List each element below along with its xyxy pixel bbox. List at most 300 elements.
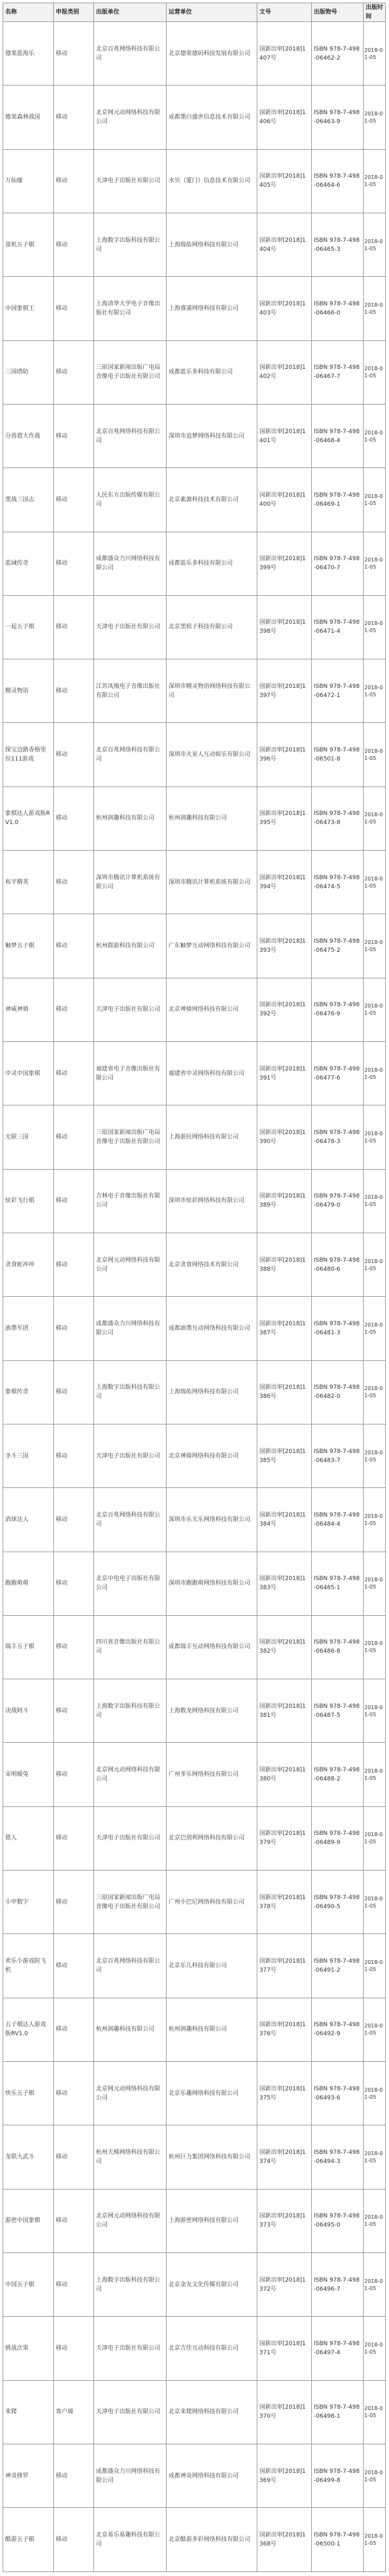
cell-category: 移动 (54, 1488, 94, 1552)
cell-isbn: ISBN 978-7-498-06481-3 (312, 1297, 364, 1360)
cell-name: 猎人 (3, 1806, 54, 1870)
cell-doc-no: 国新出审[2018]1386号 (257, 1360, 312, 1424)
cell-isbn: ISBN 978-7-498-06485-1 (312, 1552, 364, 1615)
cell-name: 来爬 (3, 2380, 54, 2444)
table-row (3, 659, 386, 723)
cell-publisher: 天津电子出版社有限公司 (94, 149, 167, 213)
cell-operator: 杭州润趣科技有限公司 (167, 786, 257, 850)
cell-name: 酷游五子棋 (3, 2508, 54, 2572)
cell-category: 移动 (54, 978, 94, 1041)
cell-isbn: ISBN 978-7-498-06478-3 (312, 1105, 364, 1169)
cell-publisher: 天津电子出版社有限公司 (94, 2317, 167, 2380)
cell-date: 2018-01-05 (364, 659, 386, 723)
cell-date: 2018-01-05 (364, 149, 386, 213)
cell-operator: 福建省中灵网络科技有限公司 (167, 1042, 257, 1105)
table-row (3, 22, 386, 86)
cell-isbn: ISBN 978-7-498-06489-9 (312, 1806, 364, 1870)
cell-date: 2018-01-05 (364, 277, 386, 340)
cell-date: 2018-01-05 (364, 1360, 386, 1424)
cell-operator: 北京神骑网络科技有限公司 (167, 1424, 257, 1487)
cell-category: 移动 (54, 1360, 94, 1424)
cell-doc-no: 国新出审[2018]1382号 (257, 1615, 312, 1679)
table-row (3, 1679, 386, 1743)
cell-category: 移动 (54, 213, 94, 276)
cell-date: 2018-01-05 (364, 978, 386, 1041)
cell-category: 移动 (54, 2444, 94, 2507)
cell-publisher: 北京易乐易趣科技有限公司 (94, 2508, 167, 2572)
cell-date: 2018-01-05 (364, 1998, 386, 2061)
table-row (3, 1297, 386, 1360)
cell-doc-no: 国新出审[2018]1369号 (257, 2444, 312, 2507)
cell-doc-no: 国新出审[2018]1407号 (257, 22, 312, 86)
cell-doc-no: 国新出审[2018]1379号 (257, 1806, 312, 1870)
cell-date: 2018-01-05 (364, 1297, 386, 1360)
cell-isbn: ISBN 978-7-498-06486-8 (312, 1615, 364, 1679)
cell-operator: 成都墨白盛世信息技术有限公司 (167, 86, 257, 149)
cell-category: 移动 (54, 1998, 94, 2061)
cell-category: 移动 (54, 1424, 94, 1487)
cell-isbn: ISBN 978-7-498-06496-7 (312, 2252, 364, 2316)
cell-publisher: 杭州润趣科技有限公司 (94, 786, 167, 850)
cell-operator: 深圳市火星人互动娱乐有限公司 (167, 723, 257, 786)
table-row (3, 978, 386, 1041)
cell-category: 移动 (54, 22, 94, 86)
cell-name: 蓝域传奇 (3, 532, 54, 595)
cell-date: 2018-01-05 (364, 1806, 386, 1870)
cell-date: 2018-01-05 (364, 1679, 386, 1743)
cell-operator: 上海游密网络科技有限公司 (167, 2189, 257, 2252)
cell-category: 移动 (54, 1169, 94, 1233)
cell-doc-no: 国新出审[2018]1383号 (257, 1552, 312, 1615)
cell-operator: 北京德果德码科技发展有限公司 (167, 22, 257, 86)
cell-publisher: 三原国家新闻出版广电局音像电子出版社有限公司 (94, 340, 167, 404)
cell-doc-no: 国新出审[2018]1370号 (257, 2380, 312, 2444)
cell-doc-no: 国新出审[2018]1372号 (257, 2252, 312, 2316)
cell-category: 移动 (54, 2125, 94, 2189)
cell-category: 移动 (54, 2317, 94, 2380)
cell-doc-no: 国新出审[2018]1401号 (257, 404, 312, 467)
cell-doc-no: 国新出审[2018]1378号 (257, 1871, 312, 1934)
cell-category: 移动 (54, 340, 94, 404)
cell-isbn: ISBN 978-7-498-06475-2 (312, 914, 364, 978)
cell-operator: 北京金友文化传媒有限公司 (167, 2252, 257, 2316)
cell-isbn: ISBN 978-7-498-06499-8 (312, 2444, 364, 2507)
header-publisher: 出版单位 (94, 3, 167, 22)
cell-operator: 北京巴别利网络科技有限公司 (167, 1806, 257, 1870)
cell-doc-no: 国新出审[2018]1396号 (257, 723, 312, 786)
cell-name: 万仙缘 (3, 149, 54, 213)
cell-isbn: ISBN 978-7-498-06497-4 (312, 2317, 364, 2380)
cell-date: 2018-01-05 (364, 1424, 386, 1487)
cell-name: 瑞丰五子棋 (3, 1615, 54, 1679)
table-row (3, 1998, 386, 2061)
cell-name: 黑战三国志 (3, 468, 54, 532)
cell-publisher: 上海数字出版科技有限公司 (94, 1679, 167, 1743)
cell-operator: 成都蓝乐多科技有限公司 (167, 532, 257, 595)
cell-isbn: ISBN 978-7-498-06498-1 (312, 2380, 364, 2444)
cell-isbn: ISBN 978-7-498-06473-8 (312, 786, 364, 850)
cell-operator: 北京乐趣网络科技有限公司 (167, 2062, 257, 2125)
table-row (3, 468, 386, 532)
cell-isbn: ISBN 978-7-498-06482-0 (312, 1360, 364, 1424)
table-row (3, 2508, 386, 2572)
cell-isbn: ISBN 978-7-498-06462-2 (312, 22, 364, 86)
cell-operator: 广州多乐网络科技有限公司 (167, 1743, 257, 1806)
cell-date: 2018-01-05 (364, 532, 386, 595)
table-header-row (3, 3, 386, 22)
cell-publisher: 成都盛众力川网络科技有限公司 (94, 532, 167, 595)
header-operator: 运营单位 (167, 3, 257, 22)
cell-date: 2018-01-05 (364, 786, 386, 850)
cell-name: 五子棋达人游戏版RV1.0 (3, 1998, 54, 2061)
cell-category: 移动 (54, 723, 94, 786)
table-row (3, 1615, 386, 1679)
cell-name: 贪食蛇冲冲 (3, 1233, 54, 1296)
cell-operator: 广州小巴尼网络科技有限公司 (167, 1871, 257, 1934)
cell-doc-no: 国新出审[2018]1404号 (257, 213, 312, 276)
cell-category: 移动 (54, 1105, 94, 1169)
cell-isbn: ISBN 978-7-498-06501-8 (312, 723, 364, 786)
cell-category: 移动 (54, 595, 94, 659)
cell-name: 和平精英 (3, 851, 54, 914)
cell-date: 2018-01-05 (364, 1105, 386, 1169)
table-row (3, 723, 386, 786)
cell-doc-no: 国新出审[2018]1397号 (257, 659, 312, 723)
table-row (3, 1806, 386, 1870)
cell-category: 移动 (54, 1297, 94, 1360)
cell-operator: 深圳市跑跑萌网络科技有限公司 (167, 1552, 257, 1615)
cell-operator: 深圳市腾讯计算机系统有限公司 (167, 851, 257, 914)
cell-doc-no: 国新出审[2018]1376号 (257, 1998, 312, 2061)
cell-isbn: ISBN 978-7-498-06479-0 (312, 1169, 364, 1233)
cell-date: 2018-01-05 (364, 2380, 386, 2444)
cell-doc-no: 国新出审[2018]1406号 (257, 86, 312, 149)
cell-publisher: 成都盛众力川网络科技有限公司 (94, 2444, 167, 2507)
cell-doc-no: 国新出审[2018]1384号 (257, 1488, 312, 1552)
cell-doc-no: 国新出审[2018]1393号 (257, 914, 312, 978)
cell-name: 中国五子棋 (3, 2252, 54, 2316)
cell-doc-no: 国新出审[2018]1402号 (257, 340, 312, 404)
cell-category: 移动 (54, 277, 94, 340)
cell-category: 移动 (54, 2508, 94, 2572)
cell-date: 2018-01-05 (364, 404, 386, 467)
cell-doc-no: 国新出审[2018]1405号 (257, 149, 312, 213)
table-row (3, 1743, 386, 1806)
cell-operator: 北京乐儿科技有限公司 (167, 1934, 257, 1998)
cell-category: 移动 (54, 468, 94, 532)
cell-isbn: ISBN 978-7-498-06464-6 (312, 149, 364, 213)
cell-operator: 上海瑞佑网络科技有限公司 (167, 213, 257, 276)
cell-publisher: 北京网元动网络科技有限公司 (94, 86, 167, 149)
table-row (3, 914, 386, 978)
cell-operator: 上海睿浦网络科技有限公司 (167, 277, 257, 340)
cell-date: 2018-01-05 (364, 468, 386, 532)
cell-doc-no: 国新出审[2018]1380号 (257, 1743, 312, 1806)
cell-category: 移动 (54, 851, 94, 914)
cell-date: 2018-01-05 (364, 2508, 386, 2572)
cell-doc-no: 国新出审[2018]1381号 (257, 1679, 312, 1743)
cell-publisher: 上海数字出版科技有限公司 (94, 213, 167, 276)
cell-isbn: ISBN 978-7-498-06495-0 (312, 2189, 364, 2252)
cell-date: 2018-01-05 (364, 1488, 386, 1552)
cell-operator: 杭州巨力集团网络科技有限公司 (167, 2125, 257, 2189)
cell-publisher: 北京百兆网络科技有限公司 (94, 404, 167, 467)
cell-publisher: 北京网元动网络科技有限公司 (94, 1233, 167, 1296)
cell-operator: 北京黑桔子科技有限公司 (167, 595, 257, 659)
cell-operator: 水贝（厦门）信息技术有限公司 (167, 149, 257, 213)
cell-name: 中国象棋王 (3, 277, 54, 340)
cell-name: 游密中国象棋 (3, 2189, 54, 2252)
cell-doc-no: 国新出审[2018]1371号 (257, 2317, 312, 2380)
cell-date: 2018-01-05 (364, 2317, 386, 2380)
cell-operator: 上海数龙网络科技有限公司 (167, 1679, 257, 1743)
table-row (3, 213, 386, 276)
table-row (3, 404, 386, 467)
cell-name: 宋明暖兔 (3, 1743, 54, 1806)
cell-doc-no: 国新出审[2018]1368号 (257, 2508, 312, 2572)
cell-date: 2018-01-05 (364, 86, 386, 149)
table-row (3, 1233, 386, 1296)
cell-category: 移动 (54, 2252, 94, 2316)
cell-publisher: 天津电子出版社有限公司 (94, 1806, 167, 1870)
cell-name: 决战阿斗 (3, 1679, 54, 1743)
cell-publisher: 四川省音像出版社有限公司 (94, 1615, 167, 1679)
cell-operator: 北京酷游多彩网络科技有限公司 (167, 2508, 257, 2572)
cell-name: 消球达人 (3, 1488, 54, 1552)
approval-table-container (3, 3, 385, 2572)
cell-publisher: 福建省电子音像出版社有限公司 (94, 1042, 167, 1105)
cell-isbn: ISBN 978-7-498-06466-0 (312, 277, 364, 340)
table-row (3, 340, 386, 404)
table-body (3, 22, 386, 2572)
cell-publisher: 天津电子出版社有限公司 (94, 595, 167, 659)
cell-publisher: 北京中电电子出版社有限公司 (94, 1552, 167, 1615)
cell-publisher: 三原国家新闻出版广电局音像电子出版社有限公司 (94, 1105, 167, 1169)
cell-isbn: ISBN 978-7-498-06477-6 (312, 1042, 364, 1105)
cell-doc-no: 国新出审[2018]1388号 (257, 1233, 312, 1296)
header-isbn: 出版物号 (312, 3, 364, 22)
cell-date: 2018-01-05 (364, 851, 386, 914)
table-row (3, 595, 386, 659)
cell-name: 探宝边路香格里拉111游戏 (3, 723, 54, 786)
cell-category: 移动 (54, 786, 94, 850)
cell-isbn: ISBN 978-7-498-06494-3 (312, 2125, 364, 2189)
cell-date: 2018-01-05 (364, 2125, 386, 2189)
cell-category: 移动 (54, 1233, 94, 1296)
cell-publisher: 上海数字出版科技有限公司 (94, 1360, 167, 1424)
cell-doc-no: 国新出审[2018]1374号 (257, 2125, 312, 2189)
table-row (3, 2062, 386, 2125)
cell-category: 移动 (54, 86, 94, 149)
cell-publisher: 上海数字出版科技有限公司 (94, 2252, 167, 2316)
cell-operator: 深圳市追梦网络科技有限公司 (167, 404, 257, 467)
cell-category: 移动 (54, 532, 94, 595)
cell-name: 龙联大武斗 (3, 2125, 54, 2189)
cell-publisher: 杭州润趣科技有限公司 (94, 1998, 167, 2061)
cell-date: 2018-01-05 (364, 1042, 386, 1105)
cell-date: 2018-01-05 (364, 22, 386, 86)
cell-name: 象棋达人游戏版RV1.0 (3, 786, 54, 850)
cell-isbn: ISBN 978-7-498-06491-2 (312, 1934, 364, 1998)
cell-doc-no: 国新出审[2018]1387号 (257, 1297, 312, 1360)
cell-doc-no: 国新出审[2018]1400号 (257, 468, 312, 532)
cell-publisher: 江苏凤凰电子音像出版社有限公司 (94, 659, 167, 723)
cell-operator: 北京吉佳互动科技有限公司 (167, 2317, 257, 2380)
cell-operator: 成都油墨互动网络科技有限公司 (167, 1297, 257, 1360)
table-row (3, 1169, 386, 1233)
cell-operator: 北京神骑网络科技有限公司 (167, 978, 257, 1041)
table-row (3, 1871, 386, 1934)
cell-name: 圣斗三国 (3, 1424, 54, 1487)
cell-date: 2018-01-05 (364, 1233, 386, 1296)
cell-doc-no: 国新出审[2018]1394号 (257, 851, 312, 914)
cell-isbn: ISBN 978-7-498-06500-1 (312, 2508, 364, 2572)
cell-date: 2018-01-05 (364, 914, 386, 978)
cell-category: 移动 (54, 914, 94, 978)
cell-date: 2018-01-05 (364, 213, 386, 276)
cell-date: 2018-01-05 (364, 2062, 386, 2125)
table-row (3, 1934, 386, 1998)
header-category: 申报类别 (54, 3, 94, 22)
cell-publisher: 三原国家新闻出版广电局音像电子出版社有限公司 (94, 1871, 167, 1934)
cell-category: 移动 (54, 1042, 94, 1105)
table-row (3, 86, 386, 149)
cell-name: 分兽猎大作战 (3, 404, 54, 467)
table-row (3, 2380, 386, 2444)
cell-name: 油墨军团 (3, 1297, 54, 1360)
cell-date: 2018-01-05 (364, 1615, 386, 1679)
cell-category: 客户端 (54, 2380, 94, 2444)
cell-isbn: ISBN 978-7-498-06470-7 (312, 532, 364, 595)
cell-operator: 北京素源科技技术有限公司 (167, 468, 257, 532)
cell-publisher: 成都盛众力川网络科技有限公司 (94, 1297, 167, 1360)
cell-date: 2018-01-05 (364, 1934, 386, 1998)
cell-operator: 上海游民网络科技有限公司 (167, 1105, 257, 1169)
cell-publisher: 人民东方出版传媒有限公司 (94, 468, 167, 532)
cell-category: 移动 (54, 2062, 94, 2125)
cell-name: 三国塔防 (3, 340, 54, 404)
cell-isbn: ISBN 978-7-498-06468-4 (312, 404, 364, 467)
cell-doc-no: 国新出审[2018]1373号 (257, 2189, 312, 2252)
cell-operator: 深圳市精灵物语网络科技有限公司 (167, 659, 257, 723)
table-row (3, 2317, 386, 2380)
cell-date: 2018-01-05 (364, 2444, 386, 2507)
cell-name: 德果蓝海乐 (3, 22, 54, 86)
table-row (3, 786, 386, 850)
cell-operator: 成都蓝乐多科技有限公司 (167, 340, 257, 404)
cell-category: 移动 (54, 1806, 94, 1870)
cell-category: 移动 (54, 1934, 94, 1998)
cell-isbn: ISBN 978-7-498-06492-9 (312, 1998, 364, 2061)
cell-category: 移动 (54, 659, 94, 723)
cell-name: 神炎修罗 (3, 2444, 54, 2507)
header-doc-no: 文号 (257, 3, 312, 22)
cell-date: 2018-01-05 (364, 1169, 386, 1233)
table-row (3, 277, 386, 340)
table-row (3, 1552, 386, 1615)
header-date: 出版时间 (364, 3, 386, 22)
cell-name: 触梦五子棋 (3, 914, 54, 978)
cell-name: 德果森林战国 (3, 86, 54, 149)
cell-doc-no: 国新出审[2018]1391号 (257, 1042, 312, 1105)
cell-name: 象棋传奇 (3, 1360, 54, 1424)
cell-name: 中灵中国象棋 (3, 1042, 54, 1105)
cell-doc-no: 国新出审[2018]1375号 (257, 2062, 312, 2125)
cell-date: 2018-01-05 (364, 340, 386, 404)
cell-category: 移动 (54, 2189, 94, 2252)
cell-doc-no: 国新出审[2018]1403号 (257, 277, 312, 340)
cell-date: 2018-01-05 (364, 1871, 386, 1934)
table-row (3, 149, 386, 213)
cell-name: 小甲数字 (3, 1871, 54, 1934)
cell-doc-no: 国新出审[2018]1377号 (257, 1934, 312, 1998)
table-row (3, 2444, 386, 2507)
cell-name: 一起五子棋 (3, 595, 54, 659)
table-row (3, 1360, 386, 1424)
cell-category: 移动 (54, 1552, 94, 1615)
table-row (3, 851, 386, 914)
cell-operator: 北京来爬网络科技有限公司 (167, 2380, 257, 2444)
cell-operator: 上海瑞佑网络科技有限公司 (167, 1360, 257, 1424)
cell-isbn: ISBN 978-7-498-06490-5 (312, 1871, 364, 1934)
cell-date: 2018-01-05 (364, 2189, 386, 2252)
cell-category: 移动 (54, 1743, 94, 1806)
table-row (3, 1105, 386, 1169)
cell-publisher: 杭州天梯网络科技有限公司 (94, 2125, 167, 2189)
cell-publisher: 天津电子出版社有限公司 (94, 2380, 167, 2444)
cell-category: 移动 (54, 404, 94, 467)
cell-doc-no: 国新出审[2018]1385号 (257, 1424, 312, 1487)
cell-name: 精灵物语 (3, 659, 54, 723)
table-row (3, 2189, 386, 2252)
cell-publisher: 北京网元动网络科技有限公司 (94, 2062, 167, 2125)
cell-doc-no: 国新出审[2018]1395号 (257, 786, 312, 850)
table-row (3, 1042, 386, 1105)
cell-name: 欢乐小游戏院飞机 (3, 1934, 54, 1998)
cell-name: 部机五子棋 (3, 213, 54, 276)
cell-isbn: ISBN 978-7-498-06471-4 (312, 595, 364, 659)
table-row (3, 2252, 386, 2316)
cell-date: 2018-01-05 (364, 1552, 386, 1615)
cell-name: 炫彩飞行棋 (3, 1169, 54, 1233)
cell-date: 2018-01-05 (364, 1743, 386, 1806)
cell-doc-no: 国新出审[2018]1392号 (257, 978, 312, 1041)
cell-operator: 成都神炎网络科技有限公司 (167, 2444, 257, 2507)
cell-isbn: ISBN 978-7-498-06484-4 (312, 1488, 364, 1552)
cell-publisher: 上海清华大学电子音像出版社有限公司 (94, 277, 167, 340)
cell-category: 移动 (54, 1679, 94, 1743)
cell-doc-no: 国新出审[2018]1399号 (257, 532, 312, 595)
cell-date: 2018-01-05 (364, 595, 386, 659)
cell-isbn: ISBN 978-7-498-06467-7 (312, 340, 364, 404)
game-approval-table (3, 3, 386, 2572)
cell-operator: 成都瑞丰互动网络科技有限公司 (167, 1615, 257, 1679)
cell-isbn: ISBN 978-7-498-06493-6 (312, 2062, 364, 2125)
cell-operator: 深圳市乐天乐网络科技有限公司 (167, 1488, 257, 1552)
cell-category: 移动 (54, 149, 94, 213)
cell-name: 无限三国 (3, 1105, 54, 1169)
cell-publisher: 深圳市腾讯计算机系统有限公司 (94, 851, 167, 914)
cell-operator: 广东触梦互动网络科技有限公司 (167, 914, 257, 978)
cell-isbn: ISBN 978-7-498-06487-5 (312, 1679, 364, 1743)
cell-doc-no: 国新出审[2018]1398号 (257, 595, 312, 659)
cell-publisher: 杭州群游科技有限公司 (94, 914, 167, 978)
cell-publisher: 北京百兆网络科技有限公司 (94, 1488, 167, 1552)
cell-name: 快乐五子棋 (3, 2062, 54, 2125)
cell-isbn: ISBN 978-7-498-06474-5 (312, 851, 364, 914)
cell-operator: 深圳市炫彩网络科技有限公司 (167, 1169, 257, 1233)
cell-isbn: ISBN 978-7-498-06472-1 (312, 659, 364, 723)
